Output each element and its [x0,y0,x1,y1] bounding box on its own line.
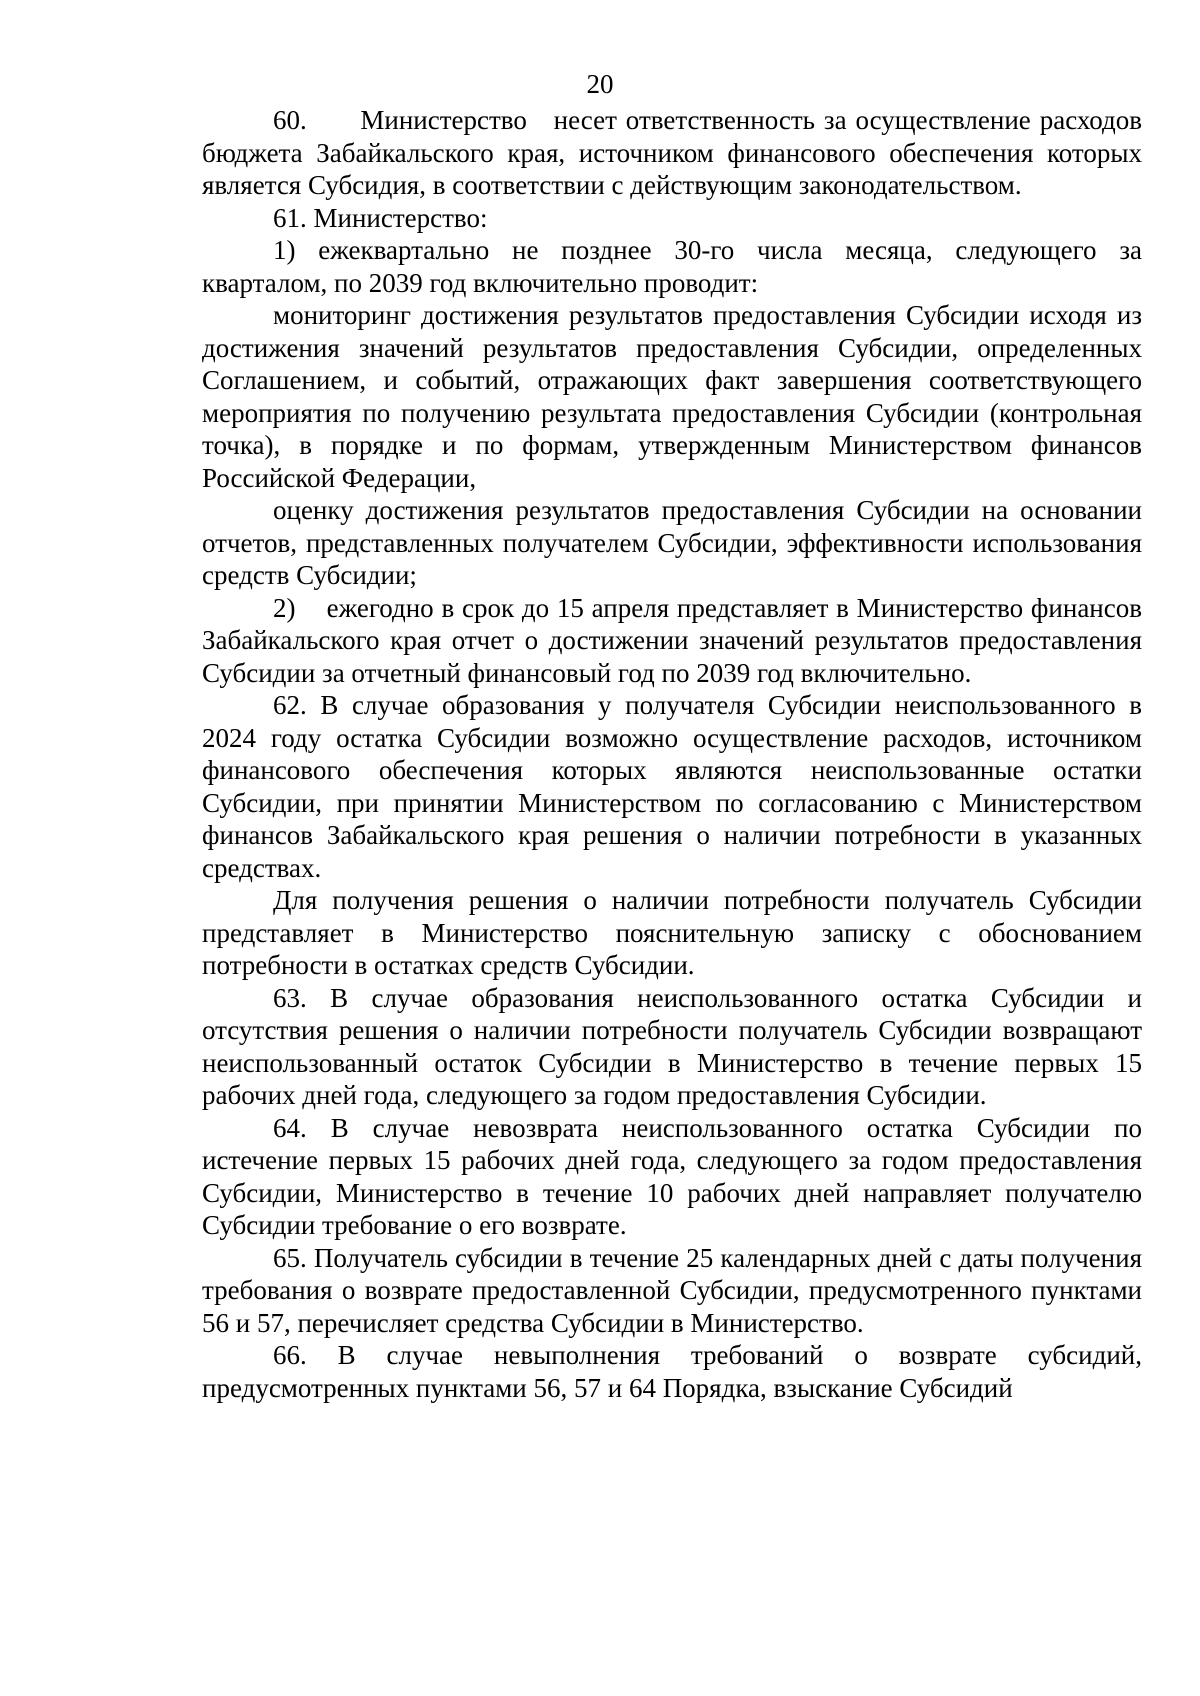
paragraph-63: 63. В случае образования неиспользованного остатка Субсидии и отсутствия решения о наличии потребности получатель Субсидии возвращают неиспользованный остаток Субсидии в Министерство в течение первых 15 рабочих дней года, следующего за годом предоставления Субсидии. [202,982,1142,1110]
paragraph-64: 64. В случае невозврата неиспользованного остатка Субсидии по истечение первых 15 рабочих дней года, следующего за годом предоставления Субсидии, Министерство в течение 10 рабочих дней направляет получателю Субсидии требование о его возврате. [202,1112,1142,1240]
paragraph-61-assessment: оценку достижения результатов предоставления Субсидии на основании отчетов, представленных получателем Субсидии, эффективности использования средств Субсидии; [202,495,1142,590]
paragraph-62: 62. В случае образования у получателя Субсидии неиспользованного в 2024 году остатка Субсидии возможно осуществление расходов, источником финансового обеспечения которых являются неиспользованные остатки Субсидии, при принятии Министерством по согласованию с Министерством финансов Забайкальского края решения о наличии потребности в указанных средствах. [202,690,1142,883]
page-number: 20 [586,69,614,99]
paragraph-61-monitoring: мониторинг достижения результатов предоставления Субсидии исходя из достижения значений результатов предоставления Субсидии, определенных Соглашением, и событий, отражающих факт завершения соответствующего мероприятия по получению результата предоставления Субсидии (контрольная точка), в порядке и по формам, утвержденным Министерством финансов Российской Федерации, [202,300,1142,493]
paragraph-61-item-2: 2) ежегодно в срок до 15 апреля представляет в Министерство финансов Забайкальского края отчет о достижении значений результатов предоставления Субсидии за отчетный финансовый год по 2039 год включительно. [202,592,1142,688]
paragraph-61: 61. Министерство: [273,202,488,233]
paragraph-66: 66. В случае невыполнения требований о возврате субсидий, предусмотренных пунктами 56, 57 и 64 Порядка, взыскание Субсидий [202,1340,1142,1403]
document-body [202,104,1142,1404]
paragraph-65: 65. Получатель субсидии в течение 25 календарных дней с даты получения требования о возврате предоставленной Субсидии, предусмотренного пунктами 56 и 57, перечисляет средства Субсидии в Министерство. [202,1242,1142,1338]
paragraph-60: 60. Министерство несет ответственность за осуществление расходов бюджета Забайкальского края, источником финансового обеспечения которых является Субсидия, в соответствии с действующим законодательством. [202,105,1142,200]
paragraph-62-continued: Для получения решения о наличии потребности получатель Субсидии представляет в Министерство пояснительную записку с обоснованием потребности в остатках средств Субсидии. [202,885,1142,980]
paragraph-61-item-1: 1) ежеквартально не позднее 30-го числа месяца, следующего за кварталом, по 2039 год включительно проводит: [202,235,1142,298]
